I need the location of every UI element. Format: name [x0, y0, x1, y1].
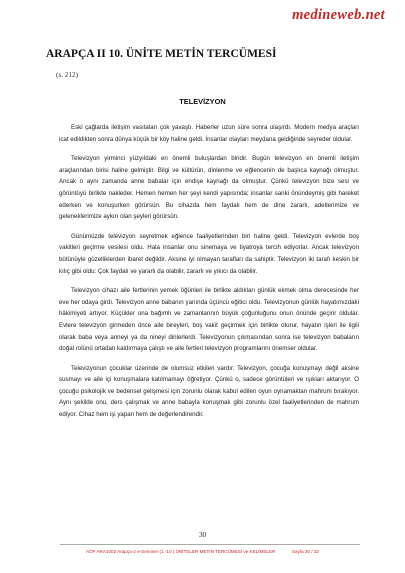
- footer-divider: [60, 544, 360, 545]
- paragraph: Televizyonun çocuklar üzerinde de olumsuz etkileri vardır. Televizyon, çocuğa konuşmayı değil aksine susmayı ve aile içi konuşmalara katılmamayı öğretiyor. Çünkü o, sadece görüntüleri ve ışıkları aktarıyor. O çocuğu psikolojik ve bedensel gelişmesi için zorunlu olarak kabul edilen oyun oynamaktan mahrum bırakıyor. Aynı şekilde onu, ders çalışmak ve anne babayla konuşmak gibi zorunlu özel faaliyetlerinden de mahrum ediyor. Cihaz hem işi yapan hem de değerlendirendir.: [59, 364, 359, 419]
- paragraph: Eski çağlarda iletişim vasıtaları çok yavaştı. Haberler uzun süre sonra ulaşırdı. Modern medya araçları icat edildikten sonra dünya küçük bir köy haline geldi. İnsanlar olayları meydana geldiğinde seyreder oldular.: [59, 124, 359, 143]
- footer-course-text: AÖF ARA1002 Arapça-2 e-Seminer (1.-10.) ÜNİTELER METİN TERCÜMESİ ve KELİMELER: [86, 549, 276, 554]
- page-reference: (s. 212): [56, 71, 78, 79]
- document-title: ARAPÇA II 10. ÜNİTE METİN TERCÜMESİ: [46, 48, 277, 60]
- document-body: [59, 122, 359, 429]
- section-heading: TELEVİZYON: [179, 97, 226, 106]
- site-watermark: medineweb.net: [292, 7, 385, 23]
- footer-page-info: Sayfa 30 / 32: [291, 549, 319, 554]
- page-number: 30: [199, 531, 206, 539]
- paragraph: Televizyon cihazı aile fertlerinin yemek öğünleri ile birlikte aldıkları günlük ekmek olma derecesinde her eve her odaya girdi. Televizyon anne babanın yanında üçüncü eğitici oldu. Televizyonun günlük hayatımızdaki hâkimiyeti artıyor. Küçükler ona bağımlı ve zamanlarının büyük çoğunluğunu onun önünde geçirir oldular. Evlere televizyon girmeden önce aile bireyleri, boş vakit geçirmek için birlikte oturur, hayatın işleri ile ilgili olarak baba veya anneyi ya da nineyi dinlerlerdi. Televizyonun çıkmasından sonra ise televizyon babaların doğal rolünü ortadan kaldırmaya çalıştı ve aile fertleri televizyon programlarını önemser oldular.: [59, 287, 359, 353]
- paragraph: Televizyon yirminci yüzyıldaki en önemli buluşlardan biridir. Bugün televizyon en önemli iletişim araçlarından birisi haline gelmiştir. Bilgi ve kültürün, dinlenme ve eğlencenin de başlıca kaynağı olmuştur. Ancak o aynı zamanda anne babalar için endişe kaynağı da olmuştur. Çünkü televizyon bize sesi ve görüntüyü birlikte nakleder. Hemen hemen her şeyi kendi yapısında; insanlar sanki önündeymiş gibi hareket ederken ve konuşurken görürsün. Bu cihazda hem faydalı hem de dine zararlı, adetlerimize ve geleneklerimize aykırı olan şeyleri görürsün.: [59, 155, 359, 221]
- page-footer: [0, 549, 405, 554]
- paragraph: Günümüzde televizyon seyretmek eğlence faaliyetlerinden biri haline geldi. Televizyon evlerde boş vakitleri geçirme vesilesi oldu. Hala insanlar onu sinemaya ve tiyatroya tercih ediyorlar. Ancak televizyon bütünüyle güzelliklerden ibaret değildir. Aksine iyi olmayan tarafları da sahiptir. Televizyon iki tarafı keskin bir kılıç gibi oldu: Çok faydalı ve yararlı da olabilir, zararlı ve yıkıcı da olabilir.: [59, 232, 359, 275]
